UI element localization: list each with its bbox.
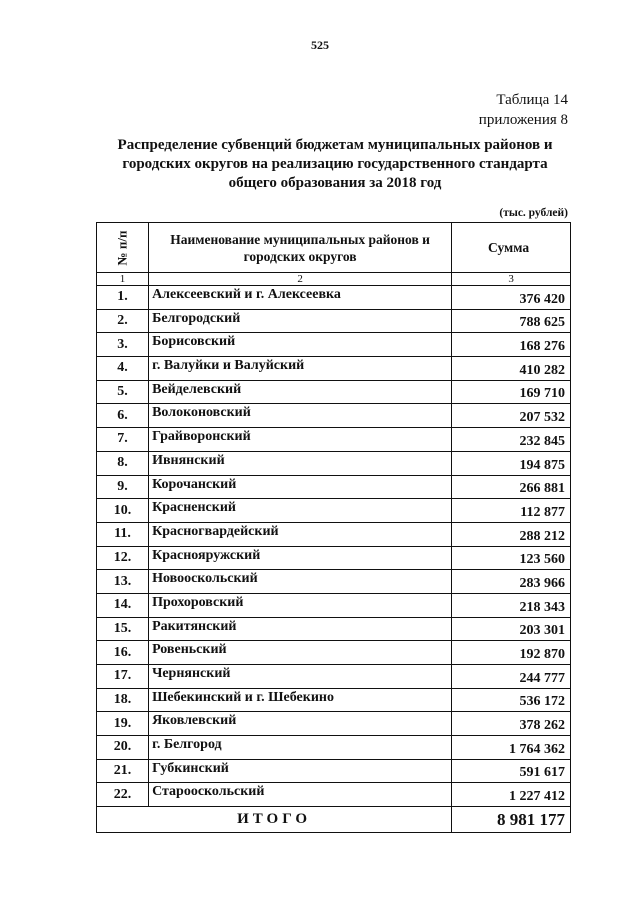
table-row: [97, 593, 571, 617]
row-number: 12.: [97, 546, 149, 570]
row-sum: 232 845: [452, 428, 571, 452]
header-sum: Сумма: [452, 223, 571, 273]
row-number: 4.: [97, 357, 149, 381]
row-district-name: Борисовский: [149, 333, 452, 357]
row-sum: 788 625: [452, 309, 571, 333]
row-number: 22.: [97, 783, 149, 807]
total-row: [97, 807, 571, 833]
row-number: 2.: [97, 309, 149, 333]
row-district-name: Новооскольский: [149, 570, 452, 594]
row-sum: 283 966: [452, 570, 571, 594]
row-number: 21.: [97, 759, 149, 783]
table-row: [97, 546, 571, 570]
row-number: 9.: [97, 475, 149, 499]
row-sum: 266 881: [452, 475, 571, 499]
row-district-name: Корочанский: [149, 475, 452, 499]
row-district-name: г. Белгород: [149, 736, 452, 760]
row-district-name: Губкинский: [149, 759, 452, 783]
table-row: [97, 688, 571, 712]
row-sum: 1 227 412: [452, 783, 571, 807]
total-sum: 8 981 177: [452, 807, 571, 833]
subsidy-table: [96, 222, 571, 833]
row-number: 13.: [97, 570, 149, 594]
row-district-name: Волоконовский: [149, 404, 452, 428]
table-row: [97, 333, 571, 357]
row-district-name: Красногвардейский: [149, 522, 452, 546]
row-district-name: Шебекинский и г. Шебекино: [149, 688, 452, 712]
row-number: 17.: [97, 665, 149, 689]
table-row: [97, 641, 571, 665]
row-number: 18.: [97, 688, 149, 712]
row-sum: 192 870: [452, 641, 571, 665]
table-header-row: [97, 223, 571, 273]
row-sum: 218 343: [452, 593, 571, 617]
row-district-name: г. Валуйки и Валуйский: [149, 357, 452, 381]
row-number: 6.: [97, 404, 149, 428]
row-number: 15.: [97, 617, 149, 641]
row-number: 11.: [97, 522, 149, 546]
column-index-row: [97, 273, 571, 286]
row-sum: 244 777: [452, 665, 571, 689]
column-index: 2: [149, 273, 452, 286]
units-label: (тыс. рублей): [499, 207, 568, 219]
row-number: 14.: [97, 593, 149, 617]
row-district-name: Алексеевский и г. Алексеевка: [149, 286, 452, 310]
row-number: 16.: [97, 641, 149, 665]
row-district-name: Чернянский: [149, 665, 452, 689]
table-row: [97, 665, 571, 689]
row-number: 7.: [97, 428, 149, 452]
row-district-name: Красненский: [149, 499, 452, 523]
title-line: городских округов на реализацию государственного стандарта: [122, 156, 548, 172]
row-sum: 410 282: [452, 357, 571, 381]
table-row: [97, 309, 571, 333]
table-row: [97, 286, 571, 310]
row-number: 8.: [97, 451, 149, 475]
table-row: [97, 570, 571, 594]
row-district-name: Ивнянский: [149, 451, 452, 475]
row-number: 20.: [97, 736, 149, 760]
document-title: [100, 136, 570, 193]
row-sum: 203 301: [452, 617, 571, 641]
annex-line-appendix: приложения 8: [478, 112, 568, 128]
row-district-name: Белгородский: [149, 309, 452, 333]
row-sum: 194 875: [452, 451, 571, 475]
row-sum: 207 532: [452, 404, 571, 428]
row-number: 1.: [97, 286, 149, 310]
row-district-name: Краснояружский: [149, 546, 452, 570]
title-line: общего образования за 2018 год: [228, 175, 442, 191]
row-sum: 1 764 362: [452, 736, 571, 760]
table-row: [97, 759, 571, 783]
row-sum: 112 877: [452, 499, 571, 523]
row-sum: 376 420: [452, 286, 571, 310]
row-number: 19.: [97, 712, 149, 736]
row-district-name: Грайворонский: [149, 428, 452, 452]
row-number: 5.: [97, 380, 149, 404]
annex-line-table: Таблица 14: [496, 92, 568, 108]
header-number: № п/п: [97, 223, 149, 273]
table-row: [97, 783, 571, 807]
table-row: [97, 380, 571, 404]
total-label: ИТОГО: [97, 807, 452, 833]
table-row: [97, 357, 571, 381]
table-row: [97, 499, 571, 523]
table-row: [97, 712, 571, 736]
row-sum: 378 262: [452, 712, 571, 736]
row-sum: 168 276: [452, 333, 571, 357]
row-sum: 536 172: [452, 688, 571, 712]
header-name: Наименование муниципальных районов и городских округов: [149, 223, 452, 273]
title-line: Распределение субвенций бюджетам муниципальных районов и: [117, 137, 553, 153]
row-district-name: Яковлевский: [149, 712, 452, 736]
table-row: [97, 522, 571, 546]
row-district-name: Старооскольский: [149, 783, 452, 807]
table-annex-label: [479, 90, 568, 130]
row-district-name: Ракитянский: [149, 617, 452, 641]
table-row: [97, 451, 571, 475]
table-row: [97, 404, 571, 428]
column-index: 3: [452, 273, 571, 286]
row-sum: 123 560: [452, 546, 571, 570]
row-number: 3.: [97, 333, 149, 357]
table-row: [97, 475, 571, 499]
page-number: 525: [311, 38, 329, 52]
row-sum: 591 617: [452, 759, 571, 783]
table-row: [97, 428, 571, 452]
table-row: [97, 617, 571, 641]
row-sum: 169 710: [452, 380, 571, 404]
row-district-name: Вейделевский: [149, 380, 452, 404]
table-row: [97, 736, 571, 760]
column-index: 1: [97, 273, 149, 286]
row-number: 10.: [97, 499, 149, 523]
row-district-name: Прохоровский: [149, 593, 452, 617]
row-district-name: Ровеньский: [149, 641, 452, 665]
row-sum: 288 212: [452, 522, 571, 546]
